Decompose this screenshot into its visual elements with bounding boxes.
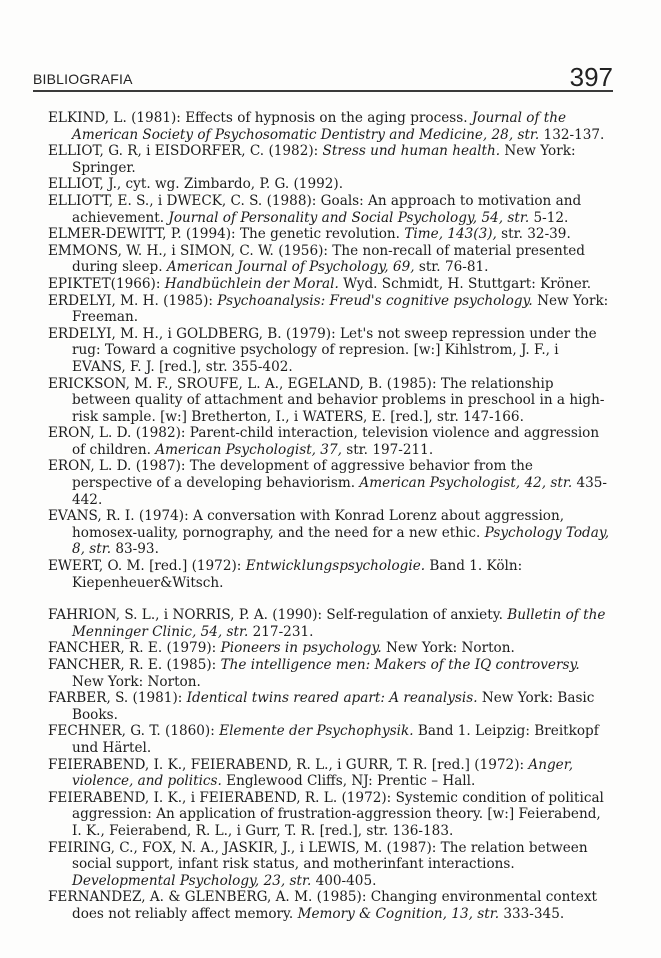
bibliography-entry: ELLIOTT, E. S., i DWECK, C. S. (1988): Goals: An approach to motivation and achievement. Journal of Personality and Social Psychology, 54, str. 5-12. <box>48 192 582 226</box>
bibliography-entry: ERDELYI, M. H., i GOLDBERG, B. (1979): Let's not sweep repression under the rug: Toward a cognitive psychology of represion. [w:] Kihlstrom, J. F., i EVANS, F. J. [red.], str. 355-402. <box>48 325 597 375</box>
bibliography-entry: FARBER, S. (1981): Identical twins reared apart: A reanalysis. New York: Basic Books. <box>48 690 595 723</box>
bibliography-entry: ERON, L. D. (1982): Parent-child interaction, television violence and aggression of children. American Psychologist, 37, str. 197-211. <box>48 425 600 458</box>
page-header <box>33 60 613 92</box>
bibliography-entry: FEIRING, C., FOX, N. A., JASKIR, J., i LEWIS, M. (1987): The relation between social support, infant risk status, and motherinfant interactions. Developmental Psychology, 23, str. 400-405. <box>48 839 588 889</box>
bibliography-entry: EPIKTET(1966): Handbüchlein der Moral. Wyd. Schmidt, H. Stuttgart: Kröner. <box>48 275 592 292</box>
bibliography-entry: ELLIOT, G. R, i EISDORFER, C. (1982): Stress und human health. New York: Springer. <box>48 143 576 176</box>
bibliography-entry: FANCHER, R. E. (1985): The intelligence men: Makers of the IQ controversy. New York: Norton. <box>48 657 580 690</box>
bibliography-entry: ELKIND, L. (1981): Effects of hypnosis on the aging process. Journal of the American Society of Psychosomatic Dentistry and Medicine, 28, str. 132-137. <box>48 110 605 143</box>
bibliography-entry: FERNANDEZ, A. & GLENBERG, A. M. (1985): Changing environmental context does not reliably affect memory. Memory & Cognition, 13, str. 333-345. <box>48 889 597 922</box>
bibliography-entry: ERICKSON, M. F., SROUFE, L. A., EGELAND, B. (1985): The relationship between quality of attachment and behavior problems in preschool in a high-risk sample. [w:] Bretherton, I., i WATERS, E. [red.], str. 147-166. <box>48 375 605 425</box>
bibliography-list <box>48 110 614 923</box>
bibliography-entry: ELMER-DEWITT, P. (1994): The genetic revolution. Time, 143(3), str. 32-39. <box>48 226 571 243</box>
bibliography-entry: FEIERABEND, I. K., i FEIERABEND, R. L. (1972): Systemic condition of political aggression: An application of frustration-aggression theory. [w:] Feierabend, I. K., Feierabend, R. L., i Gurr, T. R. [red.], str. 136-183. <box>48 789 604 839</box>
bibliography-entry: ERDELYI, M. H. (1985): Psychoanalysis: Freud's cognitive psychology. New York: Freeman. <box>48 292 609 326</box>
bibliography-entry: ELLIOT, J., cyt. wg. Zimbardo, P. G. (1992). <box>48 176 344 193</box>
bibliography-entry: EVANS, R. I. (1974): A conversation with Konrad Lorenz about aggression, homosex-uality, pornography, and the need for a new ethic. Psychology Today, 8, str. 83-93. <box>48 508 610 558</box>
bibliography-entry: EWERT, O. M. [red.] (1972): Entwicklungspsychologie. Band 1. Köln: Kiepenheuer&Witsch. <box>48 558 523 591</box>
section-title: BIBLIOGRAFIA <box>33 71 133 87</box>
bibliography-entry: FEIERABEND, I. K., FEIERABEND, R. L., i GURR, T. R. [red.] (1972): Anger, violence, and politics. Englewood Cliffs, NJ: Prentic – Hall. <box>48 756 574 790</box>
page-number: 397 <box>569 62 613 92</box>
bibliography-entry: FANCHER, R. E. (1979): Pioneers in psychology. New York: Norton. <box>48 640 515 657</box>
bibliography-entry: ERON, L. D. (1987): The development of aggressive behavior from the perspective of a developing behaviorism. American Psychologist, 42, str. 435-442. <box>48 458 608 508</box>
bibliography-entry: FAHRION, S. L., i NORRIS, P. A. (1990): Self-regulation of anxiety. Bulletin of the Menninger Clinic, 54, str. 217-231. <box>48 607 606 640</box>
bibliography-entry: FECHNER, G. T. (1860): Elemente der Psychophysik. Band 1. Leipzig: Breitkopf und Härtel. <box>48 723 599 756</box>
bibliography-entry: EMMONS, W. H., i SIMON, C. W. (1956): The non-recall of material presented during sleep. American Journal of Psychology, 69, str. 76-81. <box>48 242 585 276</box>
